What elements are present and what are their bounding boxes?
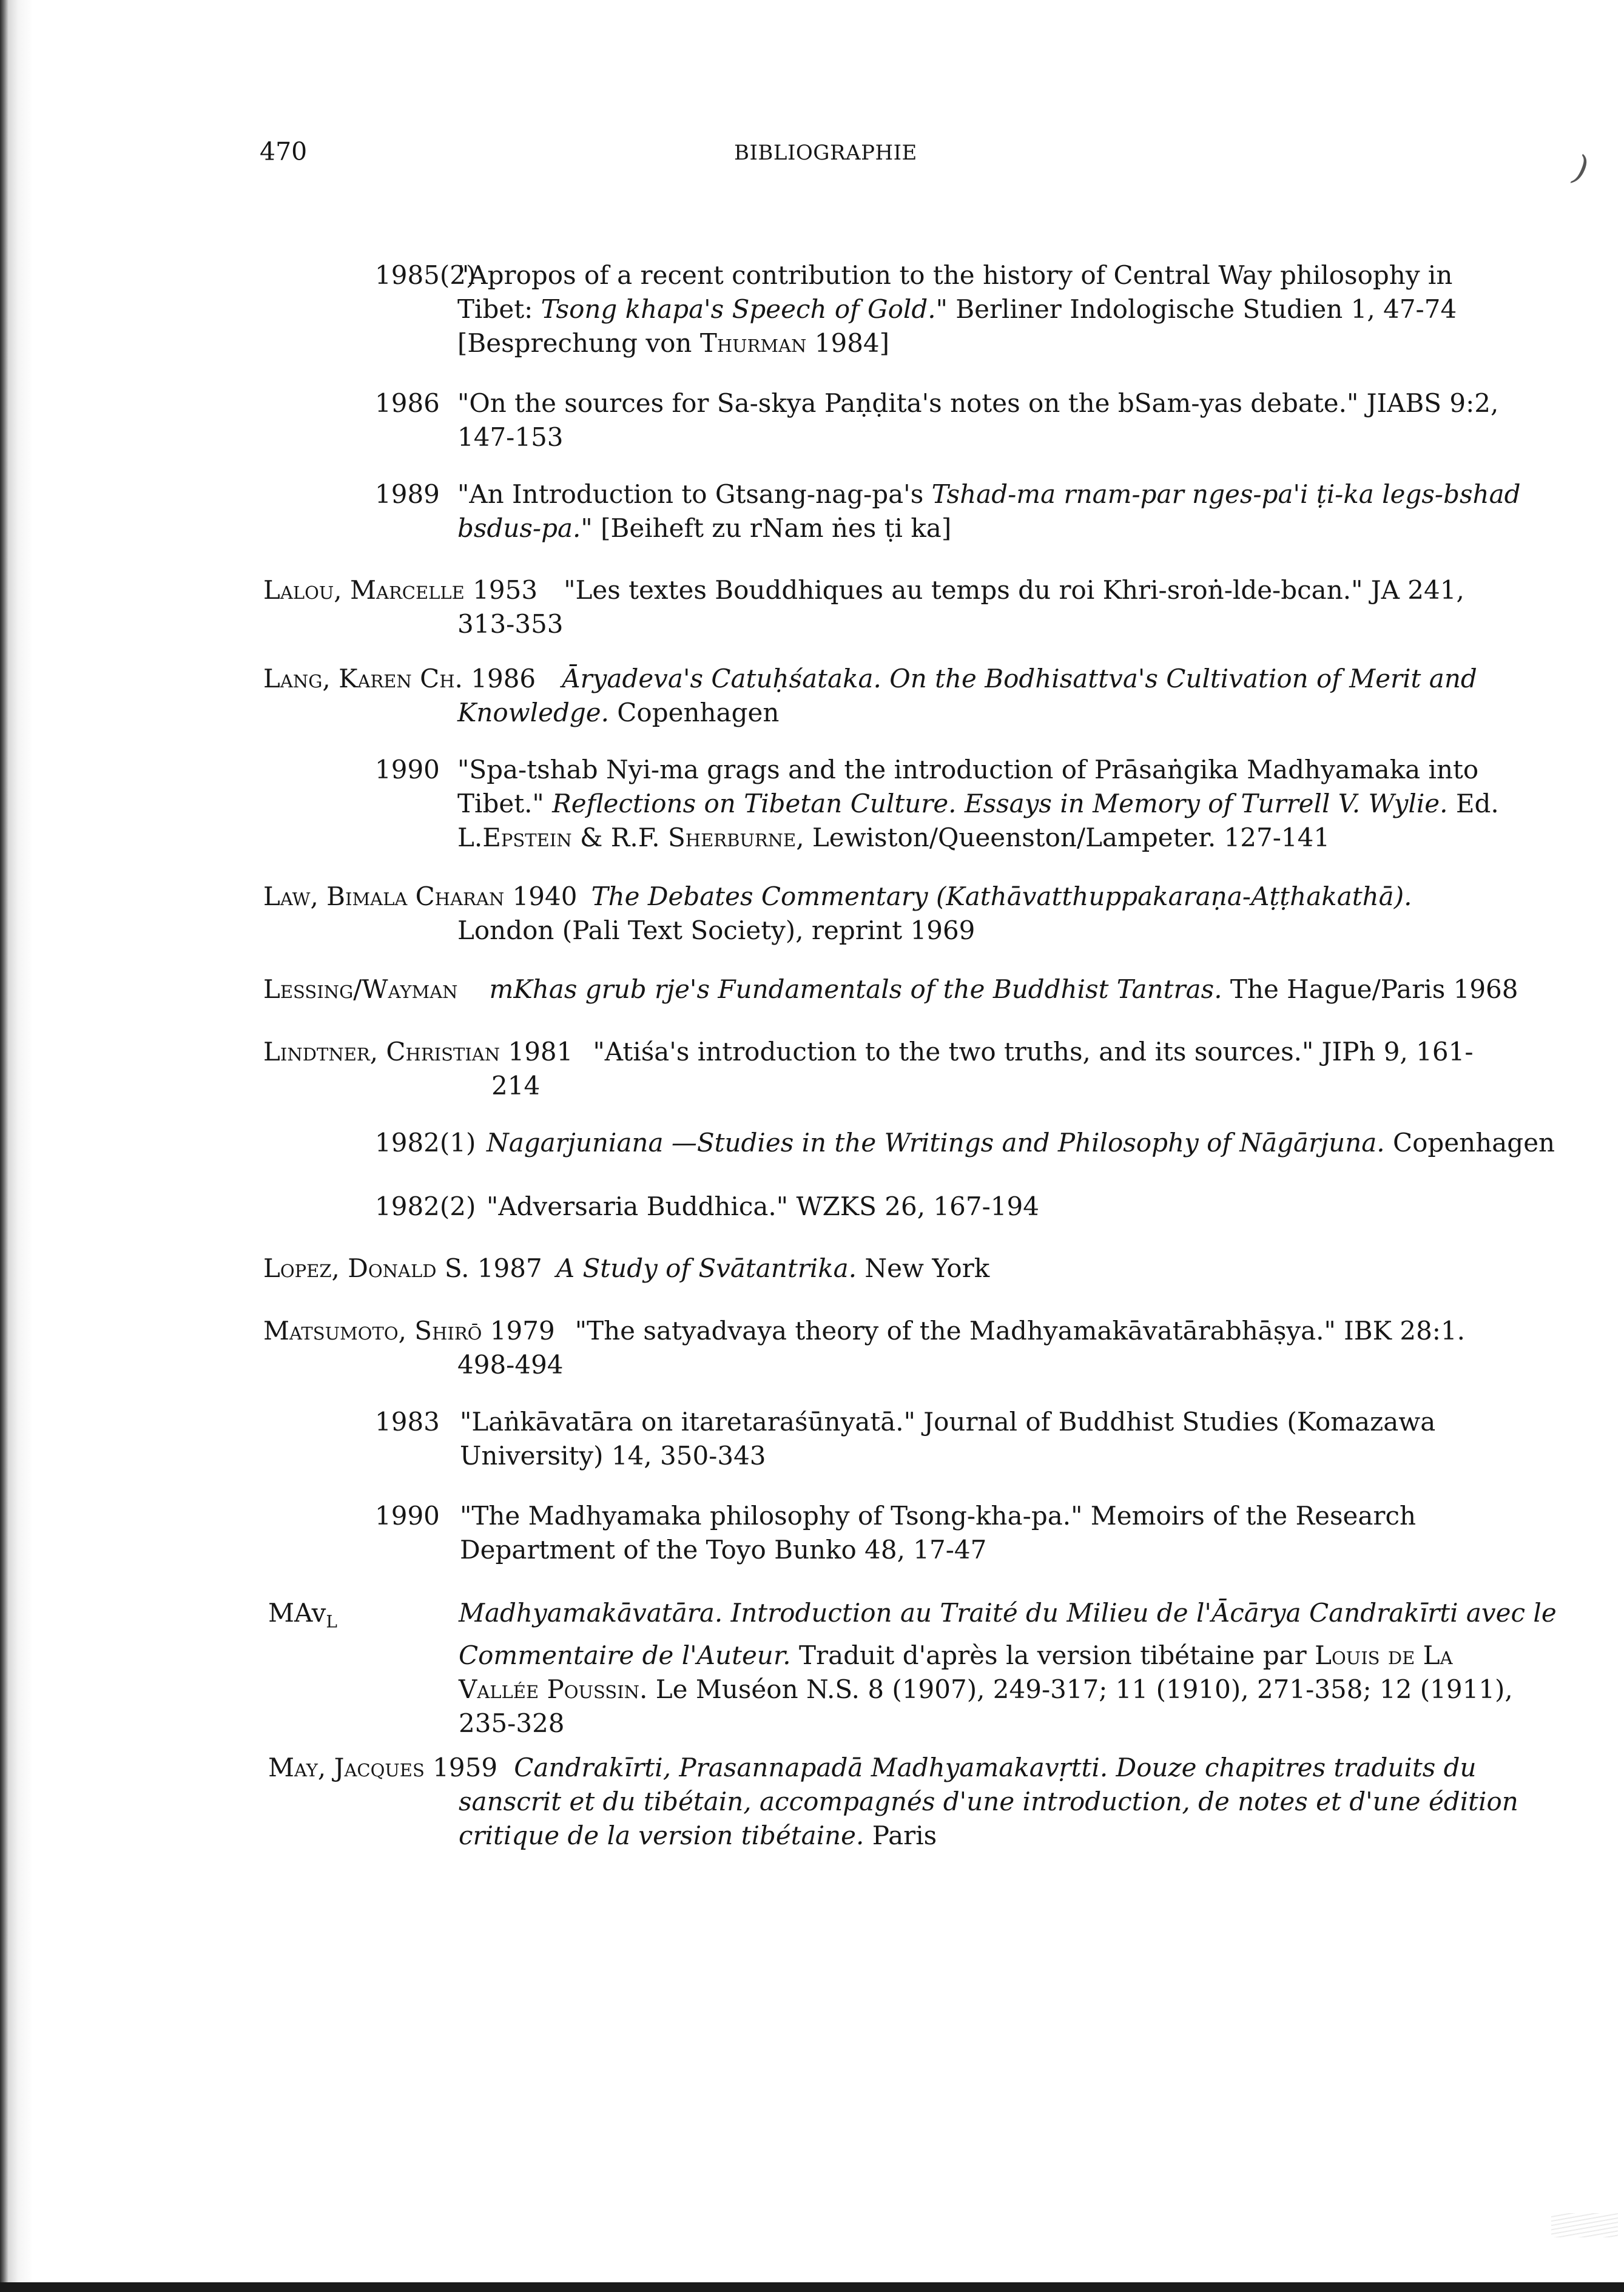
entry-year: 1953 xyxy=(473,575,538,605)
bib-entry-1989: 1989 "An Introduction to Gtsang-nag-pa's Tshad-ma rnam-par nges-pa'i ṭi-ka legs-bshad bsdus-pa." [Beiheft zu rNam ṅes ṭi ka] xyxy=(375,477,1521,545)
entry-author: Lalou, Marcelle xyxy=(263,575,465,605)
bib-entry-matsumoto-1990: 1990 "The Madhyamaka philosophy of Tsong-kha-pa." Memoirs of the Research Department of the Toyo Bunko 48, 17-47 xyxy=(375,1499,1416,1567)
entry-year: 1940 xyxy=(512,881,578,911)
bib-entry-lindtner-1981: Lindtner, Christian 1981 "Atiśa's introduction to the two truths, and its sources." JIPh 9, 161- 214 xyxy=(263,1035,1474,1103)
entry-author: Matsumoto, Shirō xyxy=(263,1316,482,1346)
entry-year: 1990 xyxy=(375,1501,440,1531)
bib-entry-lang-1990: 1990 "Spa-tshab Nyi-ma grags and the introduction of Prāsaṅgika Madhyamaka into Tibet." Reflections on Tibetan Culture. Essays in Memory of Turrell V. Wylie. Ed. L.Epstein & R.F. Sherburne, Lewiston/Queenston/Lampeter. 127-141 xyxy=(375,753,1499,855)
bib-entry-1985-2: 1985(2)"Apropos of a recent contribution to the history of Central Way philosophy in Tibet: Tsong khapa's Speech of Gold." Berliner Indologische Studien 1, 47-74 [Besprechung von Thurman 1984] xyxy=(375,258,1457,360)
entry-year: 1982(1) xyxy=(375,1128,476,1158)
bib-entry-matsumoto-1979: Matsumoto, Shirō 1979 "The satyadvaya theory of the Madhyamakāvatārabhāṣya." IBK 28:1. 498-494 xyxy=(263,1314,1465,1382)
bib-entry-lang-1986: Lang, Karen Ch. 1986 Āryadeva's Catuḥśataka. On the Bodhisattva's Cultivation of Merit and Knowledge. Copenhagen xyxy=(263,662,1477,730)
bib-entry-mavl: MAv$_L$ Madhyamakāvatāra. Introduction au Traité du Milieu de l'Ācārya Candrakīrti avec le Commentaire de l'Auteur. Traduit d'après la version tibétaine par Louis de La Vallée Poussin. Le Muséon N.S. 8 (1907), 249-317; 11 (1910), 271-358; 12 (1911), 235-328 xyxy=(268,1596,1557,1741)
entry-author: Law, Bimala Charan xyxy=(263,881,505,911)
entry-author: Lang, Karen Ch. xyxy=(263,664,463,693)
entry-year: 1981 xyxy=(508,1037,573,1067)
entry-year: 1959 xyxy=(433,1753,498,1782)
entry-year: 1987 xyxy=(477,1253,542,1283)
bib-entry-lalou: Lalou, Marcelle 1953 "Les textes Bouddhiques au temps du roi Khri-sroṅ-lde-bcan." JA 241, 313-353 xyxy=(263,573,1464,641)
scan-bottom-edge xyxy=(0,2282,1624,2292)
bib-entry-law: Law, Bimala Charan 1940 The Debates Commentary (Kathāvatthuppakaraṇa-Aṭṭhakathā). London (Pali Text Society), reprint 1969 xyxy=(263,880,1412,948)
page-number: 470 xyxy=(260,137,308,166)
entry-year: 1985(2) xyxy=(375,260,476,290)
bib-entry-lopez-1987: Lopez, Donald S. 1987 A Study of Svātantrika. New York xyxy=(263,1252,989,1286)
bib-entry-may: May, Jacques 1959 Candrakīrti, Prasannapadā Madhyamakavṛtti. Douze chapitres traduits du sanscrit et du tibétain, accompagnés d'une introduction, de notes et d'une édition critique de la version tibétaine. Paris xyxy=(268,1751,1518,1853)
running-head: BIBLIOGRAPHIE xyxy=(734,141,917,165)
bib-entry-matsumoto-1983: 1983 "Laṅkāvatāra on itaretaraśūnyatā." Journal of Buddhist Studies (Komazawa University) 14, 350-343 xyxy=(375,1405,1435,1473)
bib-entry-lindtner-1982-2: 1982(2) "Adversaria Buddhica." WZKS 26, 167-194 xyxy=(375,1190,1039,1224)
page-binding-shadow xyxy=(0,0,33,2292)
entry-year: 1989 xyxy=(375,479,440,509)
entry-year: 1986 xyxy=(471,664,536,693)
entry-year: 1990 xyxy=(375,755,440,784)
bib-entry-1986: 1986 "On the sources for Sa-skya Paṇḍita's notes on the bSam-yas debate." JIABS 9:2, 147-153 xyxy=(375,386,1498,454)
entry-year: 1979 xyxy=(490,1316,555,1346)
bib-entry-lindtner-1982-1: 1982(1) Nagarjuniana —Studies in the Writings and Philosophy of Nāgārjuna. Copenhagen xyxy=(375,1126,1555,1160)
entry-author: MAv$_L$ xyxy=(268,1598,337,1632)
entry-author: May, Jacques xyxy=(268,1753,425,1782)
entry-author: Lessing/Wayman xyxy=(263,974,458,1004)
entry-year: 1983 xyxy=(375,1407,440,1437)
entry-author: Lindtner, Christian xyxy=(263,1037,500,1067)
margin-mark: ) xyxy=(1570,147,1592,189)
scan-smudge xyxy=(1551,2213,1618,2237)
bib-entry-lessing-wayman: Lessing/Wayman mKhas grub rje's Fundamentals of the Buddhist Tantras. The Hague/Paris 1968 xyxy=(263,974,1518,1004)
entry-year: 1982(2) xyxy=(375,1192,476,1221)
entry-year: 1986 xyxy=(375,388,440,418)
entry-author: Lopez, Donald S. xyxy=(263,1253,470,1283)
